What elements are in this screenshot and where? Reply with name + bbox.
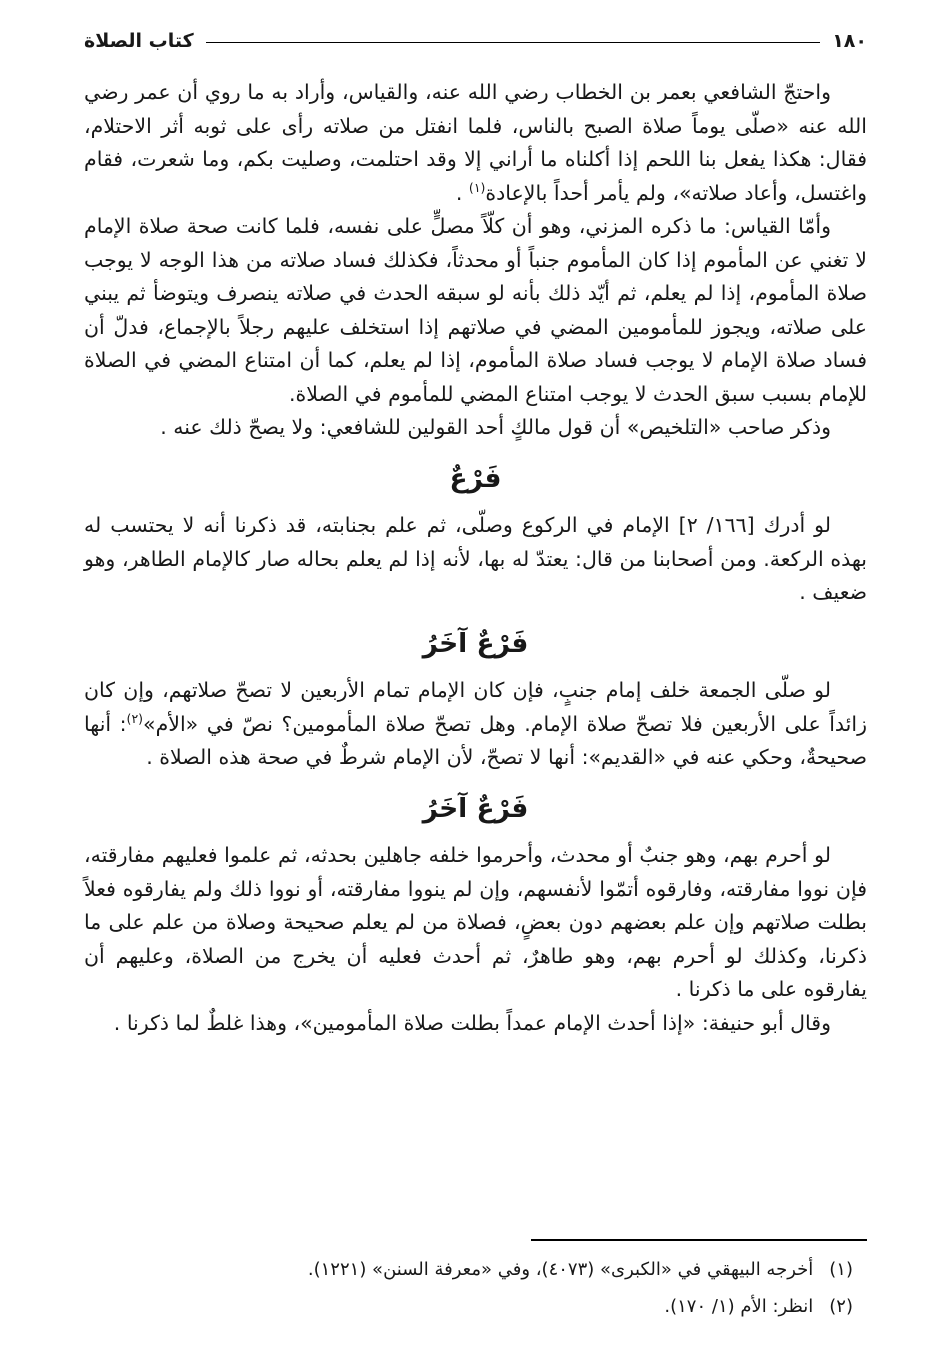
section-heading-far-1: فَرْعٌ: [449, 462, 502, 494]
footnote-2-marker: (٢): [829, 1296, 853, 1317]
page-header: [84, 30, 867, 52]
paragraph-5: [84, 674, 867, 775]
paragraph-1-text: واحتجّ الشافعي بعمر بن الخطاب رضي الله عنه، والقياس، وأراد به ما روي أن عمر رضي الله عنه «صلّى يوماً صلاة الصبح بالناس، فلما انفتل من صلاته رأى على ثوبه أثر الاحتلام، فقال: هكذا يفعل بنا اللحم إذا أكلناه ما أراني إلا وقد احتلمت، وصليت بكم، وما شعرت، فقام واغتسل، وأعاد صلاته»، ولم يأمر أحداً بالإعادة: [84, 80, 867, 205]
footnote-1: [84, 1255, 867, 1284]
paragraph-7: وقال أبو حنيفة: «إذا أحدث الإمام عمداً بطلت صلاة المأمومين»، وهذا غلطٌ لما ذكرنا .: [113, 1010, 831, 1035]
paragraph-6: لو أحرم بهم، وهو جنبٌ أو محدث، وأحرموا خلفه جاهلين بحدثه، ثم علموا فعليهم مفارقته، فإن نووا مفارقته، وفارقوه أتمّوا لأنفسهم، وإن لم ينووا مفارقته، أو نووا ذلك ولم يفارقوه فعلاً بطلت صلاتهم وإن علم بعضهم دون بعضٍ، فصلاة من لم يعلم صحيحة وصلاة من علم على ما ذكرنا، وكذلك لو أحرم بهم، وهو طاهرٌ، ثم أحدث فعليه أن يخرج من الصلاة، وعليهم أن يفارقوه على ما ذكرنا .: [84, 843, 867, 1001]
paragraph-5-tail: : أنها صحيحةٌ، وحكي عنه في «القديم»: أنها لا تصحّ، لأن الإمام شرطٌ في صحة هذه الصلاة .: [84, 711, 867, 769]
paragraph-1-tail: .: [455, 180, 469, 205]
footnote-divider: [531, 1239, 867, 1241]
paragraph-4: لو أدرك [١٦٦/ ٢] الإمام في الركوع وصلّى، ثم علم بجنابته، قد ذكرنا أنه لا يحتسب له بهذه الركعة. ومن أصحابنا من قال: يعتدّ له بها، لأنه إذا لم يعلم بحاله صار كالإمام الطاهر، وهو ضعيف .: [84, 513, 867, 604]
footnote-1-marker: (١): [829, 1259, 853, 1280]
footnotes-section: [84, 1239, 867, 1329]
footnote-1-text: أخرجه البيهقي في «الكبرى» (٤٠٧٣)، وفي «معرفة السنن» (١٢٢١).: [307, 1259, 814, 1280]
paragraph-2: وأمّا القياس: ما ذكره المزني، وهو أن كلّاً مصلٍّ على نفسه، فلما كانت صحة صلاة الإمام لا تغني عن المأموم إذا كان المأموم جنباً أو محدثاً، فكذلك فساد صلاته من هذا الوجه لا يوجب صلاة المأموم، إذا لم يعلم، ثم أيّد ذلك بأنه لو سبقه الحدث في صلاته ينصرف ويتوضأ ثم يبني على صلاته، ويجوز للمأمومين المضي في صلاتهم إذا استخلف عليهم رجلاً بالإجماع، فدلّ أن فساد صلاة الإمام لا يوجب فساد صلاة المأموم، إذا لم يعلم، كما أن امتناع المضي في الصلاة للإمام بسبب سبق الحدث لا يوجب امتناع المضي للمأموم في الصلاة.: [84, 214, 867, 406]
book-title: كتاب الصلاة: [84, 30, 194, 52]
footnote-ref-1: (١): [468, 179, 486, 195]
footnote-2-text: انظر: الأم (١/ ١٧٠).: [664, 1296, 814, 1317]
footnote-2: [84, 1292, 867, 1321]
page-number: ١٨٠: [832, 30, 867, 52]
header-rule: [206, 42, 821, 43]
paragraph-5-text: لو صلّى الجمعة خلف إمام جنبٍ، فإن كان الإمام تمام الأربعين لا تصحّ صلاتهم، وإن كان زائداً على الأربعين فلا تصحّ صلاة الإمام. وهل تصحّ صلاة المأمومين؟ نصّ في «الأم»: [84, 678, 867, 736]
section-heading-far-2: فَرْعٌ آخَرُ: [422, 627, 529, 659]
paragraph-3: وذكر صاحب «التلخيص» أن قول مالكٍ أحد القولين للشافعي: ولا يصحّ ذلك عنه .: [160, 415, 831, 439]
body-text: [84, 76, 867, 1040]
section-heading-far-3: فَرْعٌ آخَرُ: [422, 792, 529, 824]
footnote-ref-2: (٢): [126, 710, 144, 726]
paragraph-1: [84, 76, 867, 210]
